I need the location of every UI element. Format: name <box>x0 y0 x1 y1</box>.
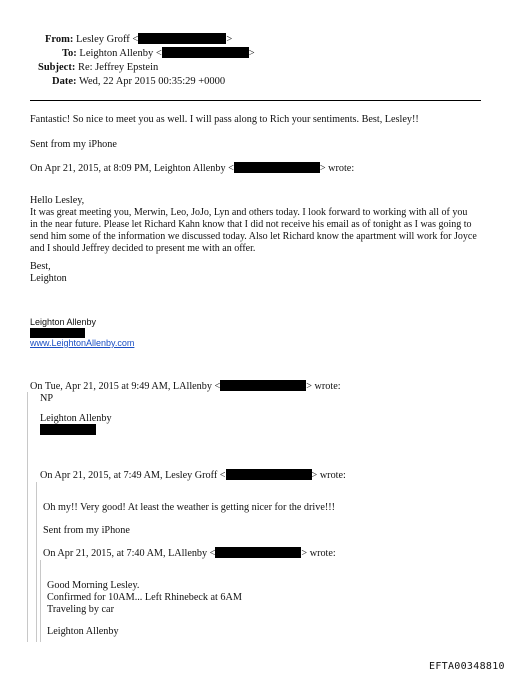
from-row <box>45 33 232 46</box>
quote3-signature: Sent from my iPhone <box>43 525 130 536</box>
from-value: Lesley Groff < <box>76 34 139 45</box>
close-bracket: > <box>226 34 233 45</box>
date-label: Date: <box>52 76 77 87</box>
quote-bar <box>27 392 28 642</box>
quote2-signature: Leighton Allenby <box>40 413 112 424</box>
quote1-name: Leighton <box>30 273 67 284</box>
body-line: Confirmed for 10AM... Left Rhinebeck at 6AM <box>47 592 242 603</box>
document-id: EFTA00348810 <box>429 661 505 672</box>
quote1-attribution <box>30 162 354 175</box>
body-line: and I should Jeffrey decided to present me with an offer. <box>30 243 256 254</box>
subject-label: Subject: <box>38 62 76 73</box>
email-header <box>0 0 512 100</box>
reply-text: Fantastic! So nice to meet you as well. I will pass along to Rich your sentiments. Best, Lesley!! <box>30 114 419 125</box>
redaction <box>40 424 96 435</box>
body-line: send him some of the information we discussed today. Also let Richard know the apartment will work for Joyce <box>30 231 477 242</box>
redaction <box>30 328 85 338</box>
website-link[interactable]: www.LeightonAllenby.com <box>30 338 135 348</box>
redaction <box>162 47 249 58</box>
to-row <box>62 47 255 60</box>
quote1-closing: Best, <box>30 261 51 272</box>
attribution-text: On Apr 21, 2015, at 7:49 AM, Lesley Groff < <box>40 470 226 481</box>
attribution-text: On Apr 21, 2015, at 8:09 PM, Leighton Allenby < <box>30 163 234 174</box>
body-line: Traveling by car <box>47 604 114 615</box>
to-value: Leighton Allenby < <box>79 48 162 59</box>
quote-bar <box>36 482 37 642</box>
quote1-greeting: Hello Lesley, <box>30 195 85 206</box>
quote1-body <box>30 207 477 255</box>
quote2-attribution <box>30 380 341 393</box>
redaction <box>226 469 312 480</box>
header-divider <box>30 100 481 101</box>
attribution-text: On Tue, Apr 21, 2015 at 9:49 AM, LAllenby < <box>30 381 221 392</box>
date-value: Wed, 22 Apr 2015 00:35:29 +0000 <box>78 76 226 87</box>
quote3-text: Oh my!! Very good! At least the weather is getting nicer for the drive!!! <box>43 502 336 513</box>
redaction <box>234 162 320 173</box>
attribution-end: > wrote: <box>311 470 346 481</box>
attribution-end: > wrote: <box>306 381 341 392</box>
body-line: It was great meeting you, Merwin, Leo, JoJo, Lyn and others today. I look forward to working with all of you <box>30 207 468 218</box>
body-line: in the near future. Please let Richard Kahn know that I did not receive his email as of tonight as I was going to <box>30 219 472 230</box>
subject-value: Re: Jeffrey Epstein <box>77 62 159 73</box>
from-label: From: <box>45 34 74 45</box>
redaction <box>215 547 301 558</box>
quote4-body <box>47 580 242 616</box>
reply-signature: Sent from my iPhone <box>30 139 117 150</box>
quote3-attribution <box>40 469 346 482</box>
close-bracket: > <box>248 48 255 59</box>
subject-row <box>38 61 158 74</box>
body-line: Good Morning Lesley. <box>47 580 140 591</box>
to-label: To: <box>62 48 77 59</box>
signature-name: Leighton Allenby <box>30 317 97 327</box>
date-row <box>52 75 225 88</box>
quote4-attribution <box>43 547 336 560</box>
quote4-signature: Leighton Allenby <box>47 626 119 637</box>
attribution-text: On Apr 21, 2015, at 7:40 AM, LAllenby < <box>43 548 216 559</box>
redaction <box>138 33 226 44</box>
redaction <box>220 380 306 391</box>
attribution-end: > wrote: <box>301 548 336 559</box>
attribution-end: > wrote: <box>319 163 355 174</box>
quote2-text: NP <box>40 393 54 404</box>
quote-bar <box>40 560 41 642</box>
